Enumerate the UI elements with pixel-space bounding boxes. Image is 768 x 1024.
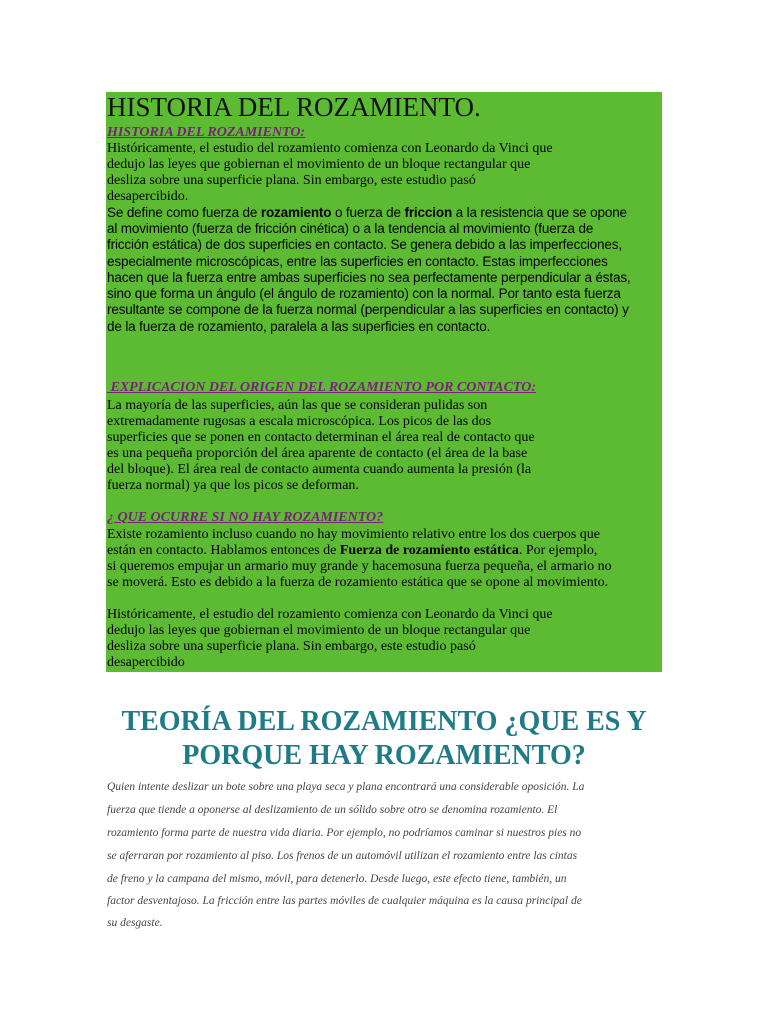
definition-line [107,205,627,221]
definition-line: especialmente microscópicas, entre las superficies en contacto. Estas imperfecciones [107,254,608,269]
explicacion-line: del bloque). El área real de contacto aumenta cuando aumenta la presión (la [107,462,532,477]
definition-line: de la fuerza de rozamiento, paralela a las superficies en contacto. [107,319,491,334]
heading-historia: HISTORIA DEL ROZAMIENTO: [107,125,306,140]
historia-repeat-line: dedujo las leyes que gobiernan el movimiento de un bloque rectangular que [107,623,531,638]
historia-repeat-line: Históricamente, el estudio del rozamiento comienza con Leonardo da Vinci que [107,607,553,622]
historia-repeat-line: desapercibido [107,655,185,670]
ocurre-line: se moverá. Esto es debido a la fuerza de rozamiento estática que se opone al movimiento. [107,575,609,590]
teoria-body-line: factor desventajoso. La fricción entre las partes móviles de cualquier máquina es la causa principal de [107,895,582,907]
teoria-body-line: fuerza que tiende a oponerse al deslizamiento de un sólido sobre otro se denomina rozamiento. El [107,804,558,816]
bold-term-rozamiento: rozamiento [260,205,332,220]
ocurre-line: si queremos empujar un armario muy grande y hacemosuna fuerza pequeña, el armario no [107,559,612,574]
definition-line: hacen que la fuerza entre ambas superficies no sea perfectamente perpendicular a éstas, [107,270,631,285]
teoria-title-line1: TEORÍA DEL ROZAMIENTO ¿QUE ES Y [121,706,647,737]
heading-que-ocurre: ¿ QUE OCURRE SI NO HAY ROZAMIENTO? [107,510,384,525]
definition-text: Se define como fuerza de [107,205,261,220]
historia-line: Históricamente, el estudio del rozamiento comienza con Leonardo da Vinci que [107,141,553,156]
bold-term-friccion: friccion [404,205,453,220]
ocurre-line: Existe rozamiento incluso cuando no hay movimiento relativo entre los dos cuerpos que [107,527,600,542]
ocurre-text: . Por ejemplo, [518,543,598,558]
ocurre-text: están en contacto. Hablamos entonces de [107,543,340,558]
page-title: HISTORIA DEL ROZAMIENTO. [107,92,481,122]
explicacion-line: es una pequeña proporción del área aparente de contacto (el área de la base [107,446,528,461]
teoria-body-line: de freno y la campana del mismo, móvil, para detenerlo. Desde luego, este efecto tiene, también, un [107,873,567,885]
ocurre-line [107,543,597,559]
definition-text: o fuerza de [331,205,405,220]
historia-line: desliza sobre una superficie plana. Sin embargo, este estudio pasó [107,173,476,188]
teoria-body-line: Quien intente deslizar un bote sobre una playa seca y plana encontrará una considerable oposición. La [107,781,585,793]
definition-line: fricción estática) de dos superficies en contacto. Se genera debido a las imperfecciones, [107,237,622,252]
explicacion-line: La mayoría de las superficies, aún las que se consideran pulidas son [107,398,488,413]
teoria-body-line: rozamiento forma parte de nuestra vida diaria. Por ejemplo, no podríamos caminar si nuestros pies no [107,827,582,839]
definition-line: resultante se compone de la fuerza normal (perpendicular a las superficies en contacto) y [107,302,629,317]
historia-line: desapercibido. [107,189,189,204]
explicacion-line: extremadamente rugosas a escala microscópica. Los picos de las dos [107,414,492,429]
definition-line: sino que forma un ángulo (el ángulo de rozamiento) con la normal. Por tanto esta fuerza [107,286,621,301]
bold-term-fuerza-estatica: Fuerza de rozamiento estática [339,543,519,558]
historia-line: dedujo las leyes que gobiernan el movimiento de un bloque rectangular que [107,157,531,172]
heading-explicacion: EXPLICACION DEL ORIGEN DEL ROZAMIENTO POR CONTACTO: [107,380,537,395]
definition-text: a la resistencia que se opone [452,205,627,220]
historia-repeat-line: desliza sobre una superficie plana. Sin embargo, este estudio pasó [107,639,476,654]
teoria-body-line: su desgaste. [107,917,163,929]
explicacion-line: fuerza normal) ya que los picos se deforman. [107,478,359,493]
teoria-title-line2: PORQUE HAY ROZAMIENTO? [182,740,586,771]
definition-line: al movimiento (fuerza de fricción cinética) o a la tendencia al movimiento (fuerza de [107,221,594,236]
explicacion-line: superficies que se ponen en contacto determinan el área real de contacto que [107,430,535,445]
teoria-body-line: se aferraran por rozamiento al piso. Los frenos de un automóvil utilizan el rozamiento entre las cintas [107,850,578,862]
